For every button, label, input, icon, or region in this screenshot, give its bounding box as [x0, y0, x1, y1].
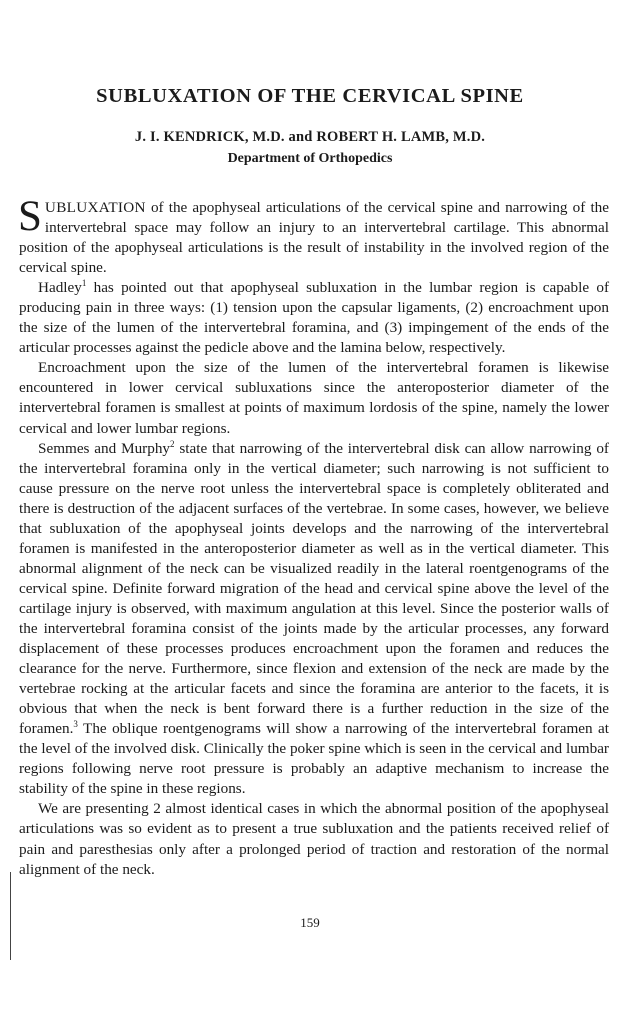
paragraph-3: [19, 358, 609, 438]
paragraph-1: [18, 193, 609, 278]
opening-small-caps: UBLUXATION: [44, 199, 146, 216]
drop-cap: S: [18, 193, 42, 240]
paragraph-4-lead: Semmes and Murphy: [38, 439, 171, 457]
paragraph-5-text: We are presenting 2 almost identical cases in which the abnormal position of the apophyseal articulations was so evident as to present a true subluxation and the patients received relief of pain and paresthesias only after a prolonged period of traction and restoration of the normal alignment of the neck.: [19, 800, 609, 878]
paragraph-4-text-b: The oblique roentgenograms will show a narrowing of the intervertebral foramen at the level of the involved disk. Clinically the poker spine which is seen in the cervical and lumbar regions following nerve root pressure is probably an adaptive mechanism to increase the stability of the spine in these regions.: [19, 720, 609, 798]
reference-marker-2: 2: [170, 438, 175, 449]
reference-marker-1: 1: [81, 278, 87, 289]
article-body: [18, 193, 609, 880]
paragraph-5: [19, 799, 609, 879]
paragraph-2-text: has pointed out that apophyseal subluxation in the lumbar region is capable of producing pain in three ways: (1) tension upon the capsular ligaments, (2) encroachment upon the size of the lumen of the intervertebral foramina, and (3) impingement of the ends of the articular processes against the pedicle above and the lamina below, respectively.: [19, 279, 609, 357]
paragraph-2-lead: Hadley: [38, 279, 82, 297]
paragraph-3-text: Encroachment upon the size of the lumen of the intervertebral foramen is likewise encountered in lower cervical subluxations since the anteroposterior diameter of the intervertebral foramen is smallest at points of maximum lordosis of the spine, namely the lower cervical and lower lumbar regions.: [19, 359, 609, 437]
paragraph-2: [19, 278, 609, 358]
article-title: SUBLUXATION OF THE CERVICAL SPINE: [96, 85, 524, 107]
paragraph-4-text-a: state that narrowing of the intervertebral disk can allow narrowing of the intervertebral foramina only in the vertical diameter; such narrowing is not sufficient to cause pressure on the nerve root unless the intervertebral space is completely obliterated and there is destruction of the adjacent surfaces of the vertebrae. In some cases, however, we believe that subluxation of the apophyseal joints develops and the narrowing of the intervertebral foramen is manifested in the anteroposterior diameter as well as in the vertical diameter. This abnormal alignment of the neck can be visualized readily in the lateral roentgenograms of the cervical spine. Definite forward migration of the head and cervical spine above the level of the cartilage injury is observed, with maximum angulation at this level. Since the posterior walls of the intervertebral foramina consist of the joints made by the articular processes, any forward displacement of these processes produces encroachment upon the foramen and reduces the clearance for the nerve. Furthermore, since flexion and extension of the neck are made by the vertebrae rocking at the articular facets and since the foramina are anterior to the facets, it is obvious that when the neck is bent forward there is a further reduction in the size of the foramen.: [19, 439, 609, 738]
paragraph-4: [19, 439, 609, 800]
page-number: 159: [300, 915, 320, 930]
author-department: Department of Orthopedics: [227, 151, 393, 166]
article-authors: J. I. KENDRICK, M.D. and ROBERT H. LAMB, M.D.: [134, 129, 486, 145]
reference-marker-3: 3: [73, 719, 78, 730]
paragraph-1-text: of the apophyseal articulations of the cervical spine and narrowing of the intervertebral space may follow an injury to an intervertebral cartilage. This abnormal position of the apophyseal articulations is the result of instability in the involved region of the cervical spine.: [19, 199, 609, 277]
